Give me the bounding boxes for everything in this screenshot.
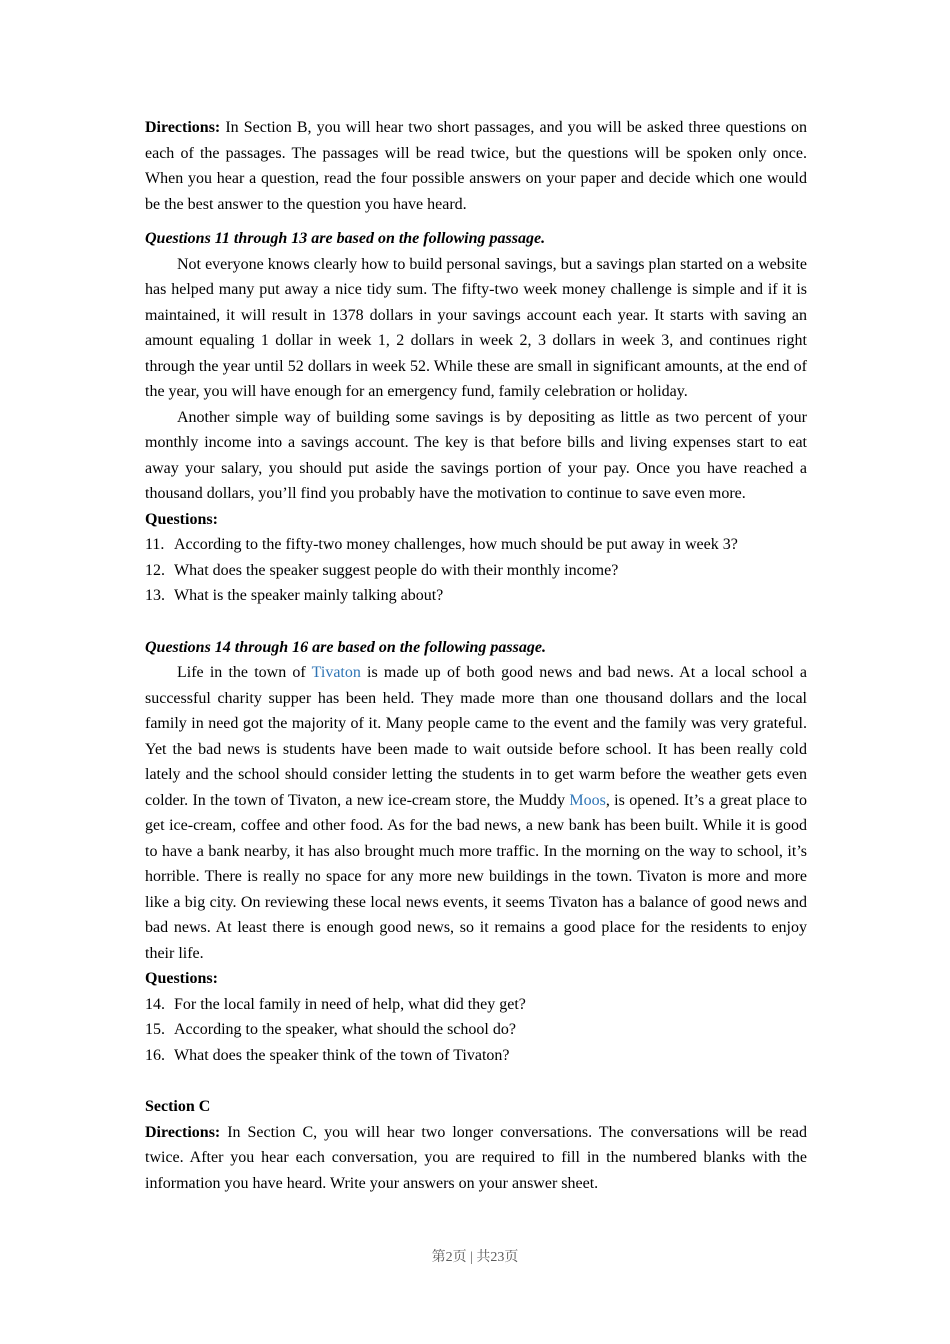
question-11-number: 11. (145, 536, 165, 553)
question-12-number: 12. (145, 561, 165, 579)
section-c-directions (145, 1120, 807, 1197)
passage2-town-name: Tivaton (311, 664, 361, 681)
question-15 (145, 1017, 807, 1043)
passage1-paragraph-1: Not everyone knows clearly how to build personal savings, but a savings plan started on a website has helped many put away a nice tidy sum. The fifty-two week money challenge is simple and if it is maintained, it will result in 1378 dollars in your savings account each year. It starts with saving an amount equaling 1 dollar in week 1, 2 dollars in week 2, 3 dollars in week 3, and continues right through the year until 52 dollars in week 52. While these are small in significant amounts, at the end of the year, you will have enough for an emergency fund, family celebration or holiday. (145, 255, 807, 400)
section-b-directions (145, 115, 807, 217)
question-16-number: 16. (145, 1046, 165, 1064)
section-c-directions-text: In Section C, you will hear two longer conversations. The conversations will be read twice. After you hear each conversation, you are required to fill in the numbered blanks with the information you have heard. Write your answers on your answer sheet. (145, 1123, 807, 1192)
question-13-number: 13. (145, 587, 165, 604)
passage2-segment-1: Life in the town of (177, 664, 312, 681)
passage2-store-name: Moos (569, 791, 606, 809)
page-footer: 第2页 | 共23页 (431, 1250, 519, 1265)
passage2-heading: Questions 14 through 16 are based on the following passage. (145, 638, 546, 656)
question-11-text: According to the fifty-two money challenges, how much should be put away in week 3? (174, 536, 738, 553)
question-13-text: What is the speaker mainly talking about? (174, 587, 444, 604)
question-14-number: 14. (145, 995, 165, 1013)
question-13 (145, 583, 807, 609)
passage2-segment-5: , is opened. It’s a great place to get ice-cream, coffee and other food. As for the bad news, a new bank has been built. While it is good to have a bank nearby, it has also brought much more traffic. In the morning on the way to school, it’s horrible. There is really no space for any more new buildings in the town. Tivaton is more and more like a big city. On reviewing these local news events, it seems Tivaton has a balance of good news and bad news. At least there is enough good news, so it remains a good place for the residents to enjoy their life. (145, 791, 808, 962)
question-12-text: What does the speaker suggest people do with their monthly income? (174, 561, 619, 579)
question-11 (145, 532, 807, 558)
passage2-body (145, 660, 807, 966)
section-c-directions-label: Directions: (145, 1123, 221, 1141)
section-b-directions-text: In Section B, you will hear two short passages, and you will be asked three questions on each of the passages. The passages will be read twice, but the questions will be spoken only once. When you hear a question, read the four possible answers on your paper and decide which one would be the best answer to the question you have heard. (145, 119, 807, 213)
passage2-segment-3: is made up of both good news and bad news. At a local school a successful charity supper has been held. They made more than one thousand dollars and the local family in need got the majority of it. Many people came to the event and the family was very grateful. Yet the bad news is students have been made to wait outside before school. It has been really cold lately and the school should consider letting the students in to get warm before the weather gets even colder. In the town of Tivaton, a new ice-cream store, the Muddy (145, 664, 808, 809)
passage1-heading: Questions 11 through 13 are based on the following passage. (145, 230, 546, 247)
passage1-paragraph-2: Another simple way of building some savings is by depositing as little as two percent of your monthly income into a savings account. The key is that before bills and living expenses start to eat away your salary, you should put aside the savings portion of your pay. Once you have reached a thousand dollars, you’ll find you probably have the motivation to continue to save even more. (145, 408, 807, 502)
question-14-text: For the local family in need of help, what did they get? (174, 995, 526, 1013)
passage2-questions-label: Questions: (145, 970, 218, 987)
question-16-text: What does the speaker think of the town of Tivaton? (174, 1046, 510, 1064)
passage1-questions-label: Questions: (145, 510, 218, 528)
question-15-text: According to the speaker, what should the school do? (174, 1021, 516, 1038)
question-12 (145, 558, 807, 584)
section-b-directions-label: Directions: (145, 119, 221, 136)
question-15-number: 15. (145, 1021, 165, 1038)
document-content (145, 115, 807, 1196)
section-c-title: Section C (145, 1098, 211, 1115)
question-14 (145, 992, 807, 1018)
question-16 (145, 1043, 807, 1069)
